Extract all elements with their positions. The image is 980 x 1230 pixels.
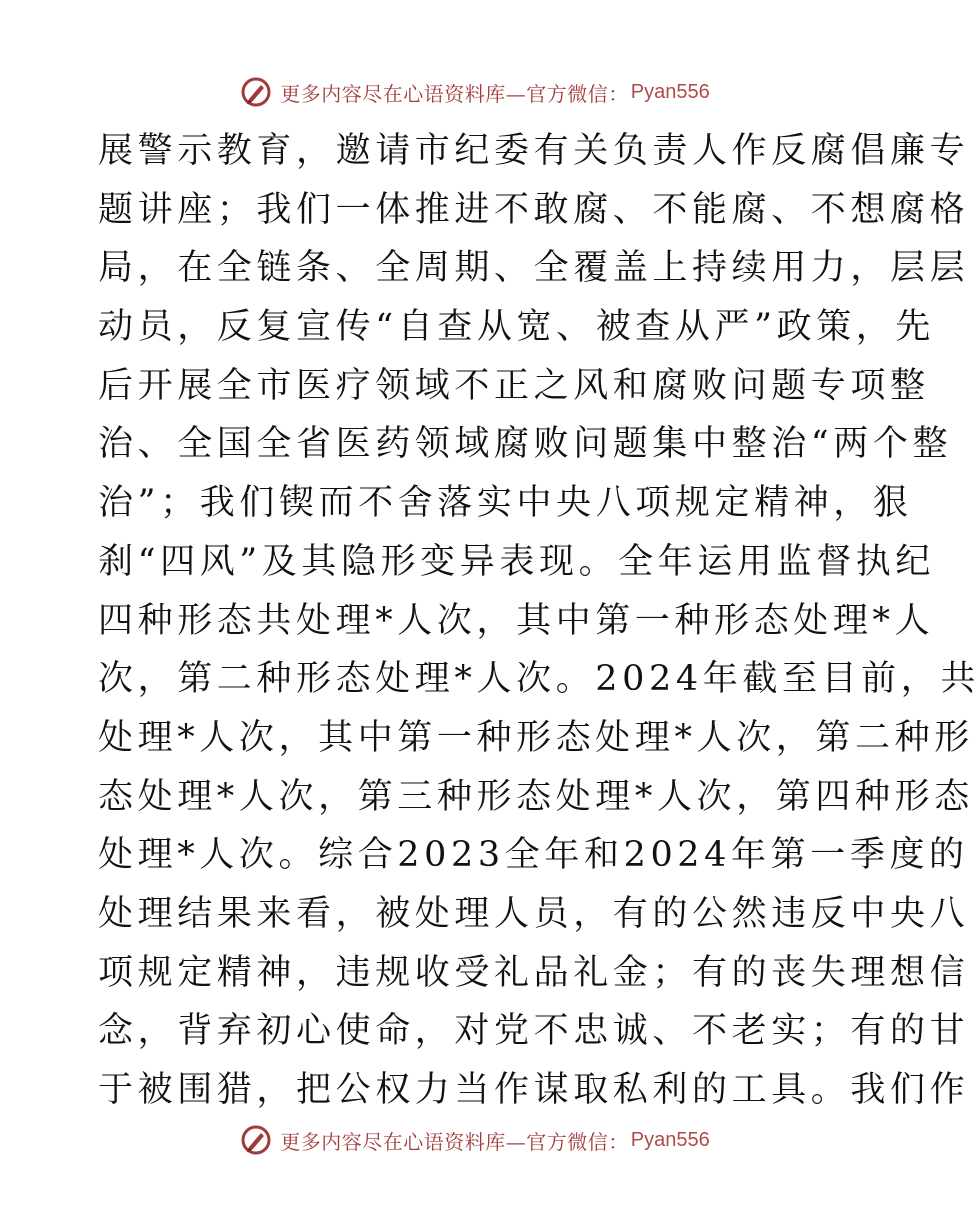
watermark-contact: Pyan556: [630, 1128, 710, 1151]
text-line: 题讲座；我们一体推进不敢腐、不能腐、不想腐格: [98, 189, 970, 230]
header-watermark: [0, 72, 950, 112]
text-line: 动员，反复宣传“自查从宽、被查从严”政策，先: [98, 307, 935, 348]
watermark-contact: Pyan556: [630, 80, 710, 103]
pen-logo-icon: [240, 1124, 272, 1156]
text-line: 四种形态共处理*人次，其中第一种形态处理*人: [98, 600, 935, 641]
text-line: 治、全国全省医药领域腐败问题集中整治“两个整: [98, 424, 953, 465]
watermark-text: 更多内容尽在心语资料库—官方微信：: [280, 1129, 629, 1154]
watermark-text: 更多内容尽在心语资料库—官方微信：: [280, 81, 629, 106]
footer-watermark: [0, 1120, 950, 1160]
document-body: [98, 122, 980, 1120]
text-line: 态处理*人次，第三种形态处理*人次，第四种形态: [98, 776, 974, 817]
text-line: 治”；我们锲而不舍落实中央八项规定精神，狠: [98, 483, 913, 524]
text-line: 刹“四风”及其隐形变异表现。全年运用监督执纪: [98, 541, 935, 582]
text-line: 局，在全链条、全周期、全覆盖上持续用力，层层: [98, 248, 970, 289]
text-line: 处理*人次，其中第一种形态处理*人次，第二种形: [98, 717, 974, 758]
text-line: 项规定精神，违规收受礼品礼金；有的丧失理想信: [98, 952, 970, 993]
text-line: 处理结果来看，被处理人员，有的公然违反中央八: [98, 893, 970, 934]
text-line: 后开展全市医疗领域不正之风和腐败问题专项整: [98, 365, 930, 406]
text-line: 于被围猎，把公权力当作谋取私利的工具。我们作: [98, 1070, 970, 1110]
text-line: 次，第二种形态处理*人次。2024年截至目前，共: [98, 659, 980, 700]
text-line: 处理*人次。综合2023全年和2024年第一季度的: [98, 835, 969, 876]
pen-logo-icon: [240, 76, 272, 108]
text-line: 念，背弃初心使命，对党不忠诚、不老实；有的甘: [98, 1011, 970, 1052]
text-line: 展警示教育，邀请市纪委有关负责人作反腐倡廉专: [98, 131, 970, 171]
